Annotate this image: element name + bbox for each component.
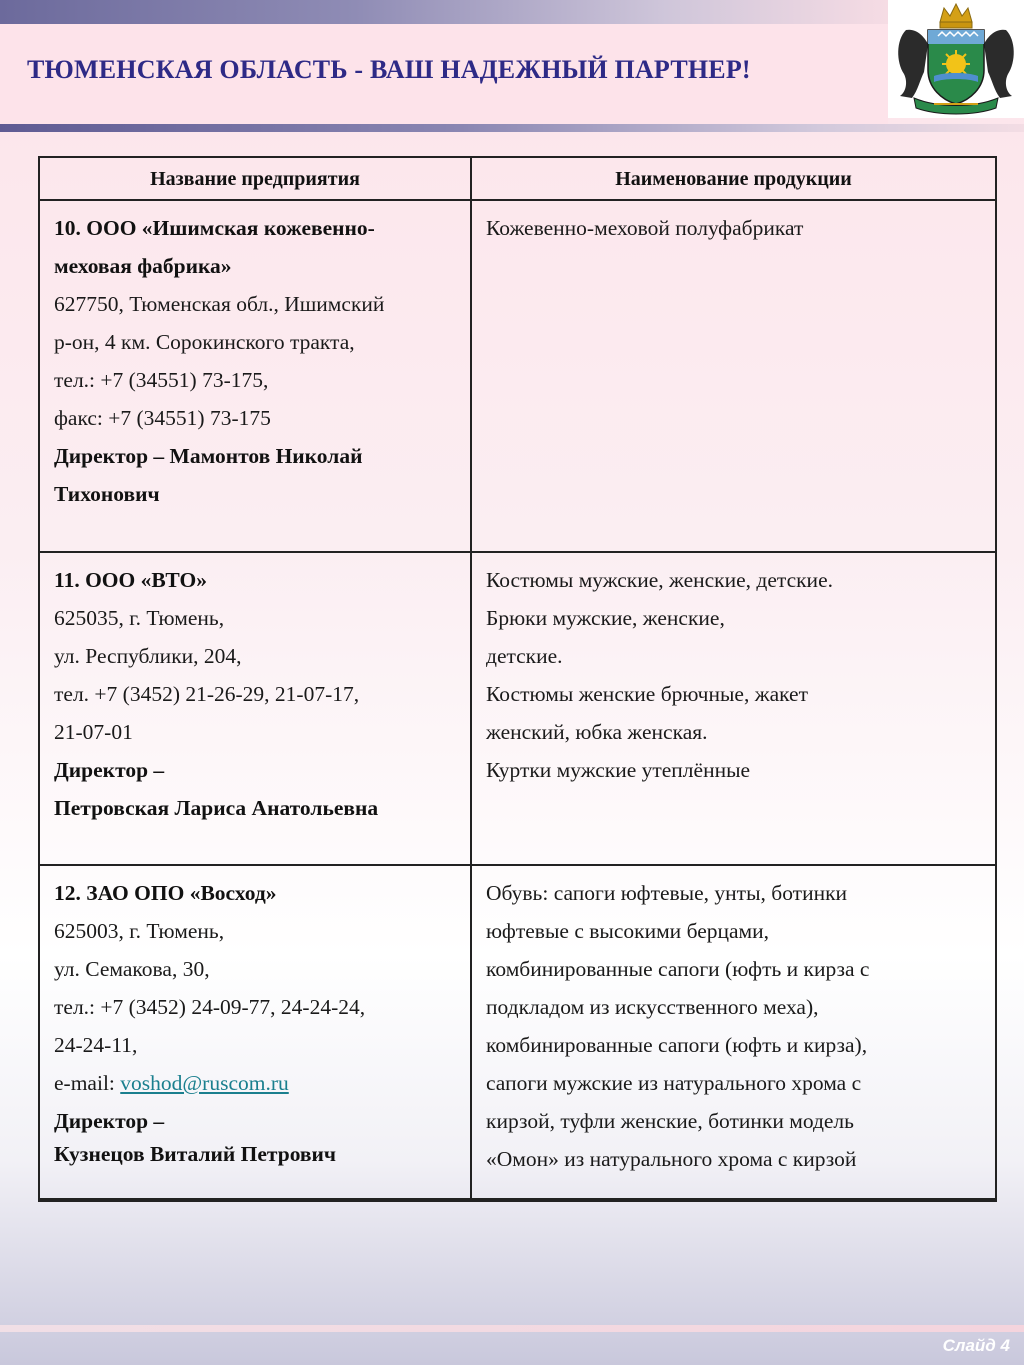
top-decor-bar xyxy=(0,0,888,24)
column-header-products: Наименование продукции xyxy=(615,168,852,190)
product-line: комбинированные сапоги (юфть и кирза с xyxy=(486,957,870,981)
product-line: Кожевенно-меховой полуфабрикат xyxy=(486,216,804,240)
product-line: женский, юбка женская. xyxy=(486,720,708,744)
product-line: детские. xyxy=(486,644,563,668)
company-director: Тихонович xyxy=(54,482,160,506)
product-line: Костюмы женские брючные, жакет xyxy=(486,682,808,706)
company-name: 10. ООО «Ишимская кожевенно- xyxy=(54,216,375,240)
table-row xyxy=(40,201,995,553)
products-cell xyxy=(472,553,995,789)
company-cell xyxy=(40,553,470,827)
coat-of-arms-emblem xyxy=(888,0,1024,118)
company-director: Кузнецов Виталий Петрович xyxy=(54,1142,337,1166)
coat-of-arms-icon xyxy=(888,0,1024,118)
slide-number: Слайд 4 xyxy=(942,1336,1010,1355)
company-address: 627750, Тюменская обл., Ишимский xyxy=(54,292,385,316)
enterprises-table xyxy=(38,156,997,1202)
product-line: Брюки мужские, женские, xyxy=(486,606,725,630)
company-director: Петровская Лариса Анатольевна xyxy=(54,796,379,820)
email-link[interactable]: voshod@ruscom.ru xyxy=(120,1071,289,1095)
product-line: комбинированные сапоги (юфть и кирза), xyxy=(486,1033,868,1057)
products-cell xyxy=(472,866,995,1178)
email-label: e-mail: xyxy=(54,1071,121,1095)
table-header-row xyxy=(40,158,995,201)
company-address: 625035, г. Тюмень, xyxy=(54,606,225,630)
table-row xyxy=(40,553,995,866)
product-line: подкладом из искусственного меха), xyxy=(486,995,819,1019)
slide-title: ТЮМЕНСКАЯ ОБЛАСТЬ - ВАШ НАДЕЖНЫЙ ПАРТНЕР! xyxy=(27,55,751,84)
company-name: 12. ЗАО ОПО «Восход» xyxy=(54,881,277,905)
company-phone: тел. +7 (3452) 21-26-29, 21-07-17, xyxy=(54,682,360,706)
company-name: меховая фабрика» xyxy=(54,254,232,278)
header-divider xyxy=(0,124,1024,132)
company-address: ул. Семакова, 30, xyxy=(54,957,210,981)
company-phone: тел.: +7 (34551) 73-175, xyxy=(54,368,269,392)
company-cell xyxy=(40,866,470,1168)
product-line: сапоги мужские из натурального хрома с xyxy=(486,1071,862,1095)
table-row xyxy=(40,866,995,1200)
company-address: 625003, г. Тюмень, xyxy=(54,919,225,943)
company-director: Директор – Мамонтов Николай xyxy=(54,444,363,468)
column-header-company: Название предприятия xyxy=(150,168,360,190)
product-line: Обувь: сапоги юфтевые, унты, ботинки xyxy=(486,881,848,905)
products-cell xyxy=(472,201,995,247)
product-line: юфтевые с высокими берцами, xyxy=(486,919,770,943)
company-fax: факс: +7 (34551) 73-175 xyxy=(54,406,271,430)
company-email xyxy=(54,1064,456,1102)
company-address: р-он, 4 км. Сорокинского тракта, xyxy=(54,330,355,354)
company-name: 11. ООО «ВТО» xyxy=(54,568,207,592)
footer-divider xyxy=(0,1325,1024,1332)
company-director: Директор – xyxy=(54,1109,165,1133)
company-cell xyxy=(40,201,470,513)
product-line: кирзой, туфли женские, ботинки модель xyxy=(486,1109,854,1133)
product-line: «Омон» из натурального хрома с кирзой xyxy=(486,1147,857,1171)
company-phone: 21-07-01 xyxy=(54,720,133,744)
column-divider xyxy=(470,158,472,1200)
company-address: ул. Республики, 204, xyxy=(54,644,242,668)
company-director: Директор – xyxy=(54,758,165,782)
company-phone: тел.: +7 (3452) 24-09-77, 24-24-24, xyxy=(54,995,366,1019)
product-line: Костюмы мужские, женские, детские. xyxy=(486,568,833,592)
product-line: Куртки мужские утеплённые xyxy=(486,758,751,782)
company-phone: 24-24-11, xyxy=(54,1033,138,1057)
